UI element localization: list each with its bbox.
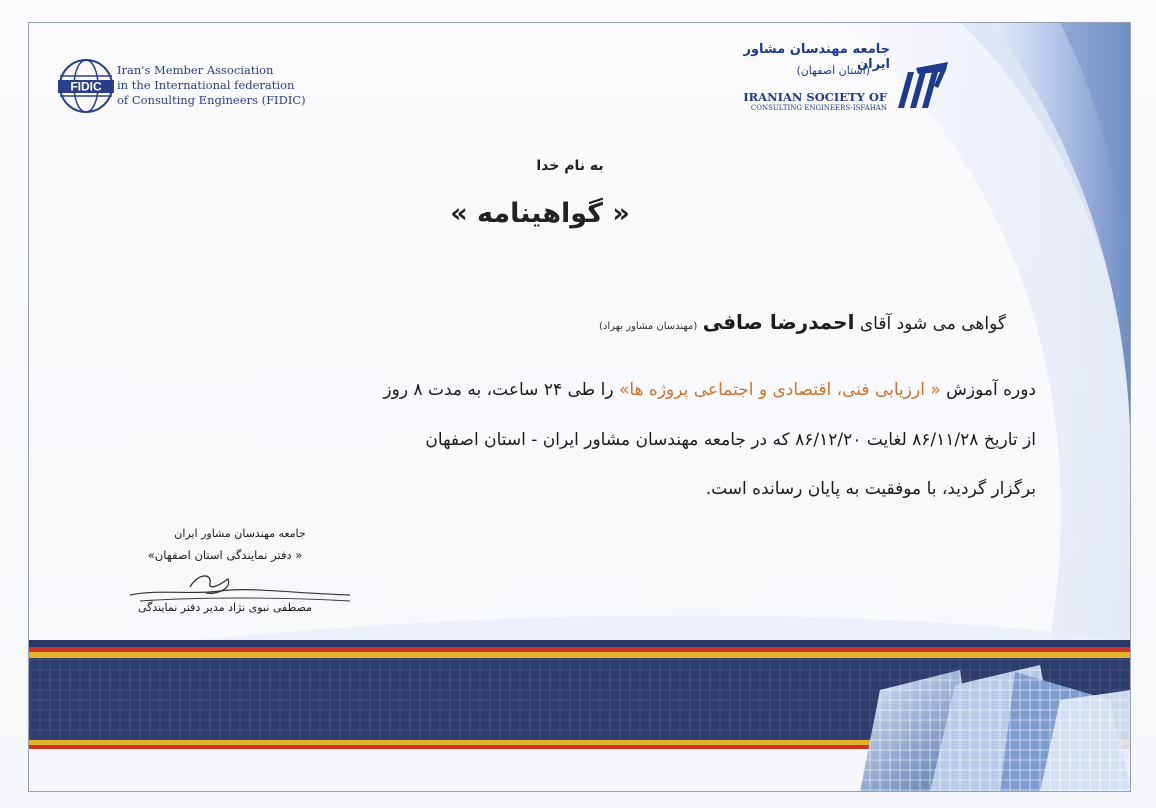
signature-organization: جامعه مهندسان مشاور ایران — [174, 527, 306, 540]
fidic-globe-icon — [58, 58, 114, 114]
fidic-line-2: in the International federation — [117, 78, 295, 92]
handwritten-signature — [120, 565, 360, 605]
fidic-line-3: of Consulting Engineers (FIDIC) — [117, 93, 306, 107]
signer-name-and-title: مصطفی نبوی نژاد مدیر دفتر نمایندگی — [137, 601, 313, 614]
certificate-line-4: برگزار گردید، با موفقیت به پایان رسانده است. — [705, 479, 1036, 499]
signature-office: « دفتر نمایندگی استان اصفهان» — [147, 548, 303, 562]
isce-logo-icon — [894, 58, 952, 110]
isce-english-title: IRANIAN SOCIETY OF — [743, 90, 887, 104]
bismillah-heading: به نام خدا — [536, 158, 604, 174]
certificate-title: « گواهینامه » — [450, 198, 630, 229]
line2-suffix: را طی ۲۴ ساعت، به مدت ۸ روز — [383, 380, 614, 400]
recipient-name: احمدرضا صافی — [702, 310, 855, 334]
isce-persian-title: جامعه مهندسان مشاور ایران — [743, 42, 890, 72]
recipient-organization: (مهندسان مشاور بهراد) — [599, 321, 698, 332]
certificate-border — [28, 22, 1131, 792]
line1-prefix: گواهی می شود آقای — [859, 314, 1006, 334]
certificate-line-1 — [599, 310, 1006, 334]
certificate-line-2 — [383, 380, 1036, 400]
fidic-description — [117, 63, 347, 108]
line2-prefix: دوره آموزش — [946, 380, 1036, 400]
certificate-line-3: از تاریخ ۸۶/۱۱/۲۸ لغایت ۸۶/۱۲/۲۰ که در جامعه مهندسان مشاور ایران - استان اصفهان — [425, 430, 1036, 450]
fidic-line-1: Iran's Member Association — [117, 63, 274, 77]
fidic-logo-text: FIDIC — [70, 79, 102, 94]
course-name: « ارزیابی فنی، اقتصادی و اجتماعی پروژه ها» — [618, 380, 941, 400]
isce-english-subtitle: CONSULTING ENGINEERS-ISFAHAN — [750, 104, 887, 112]
isce-persian-subtitle: (استان اصفهان) — [796, 64, 870, 77]
